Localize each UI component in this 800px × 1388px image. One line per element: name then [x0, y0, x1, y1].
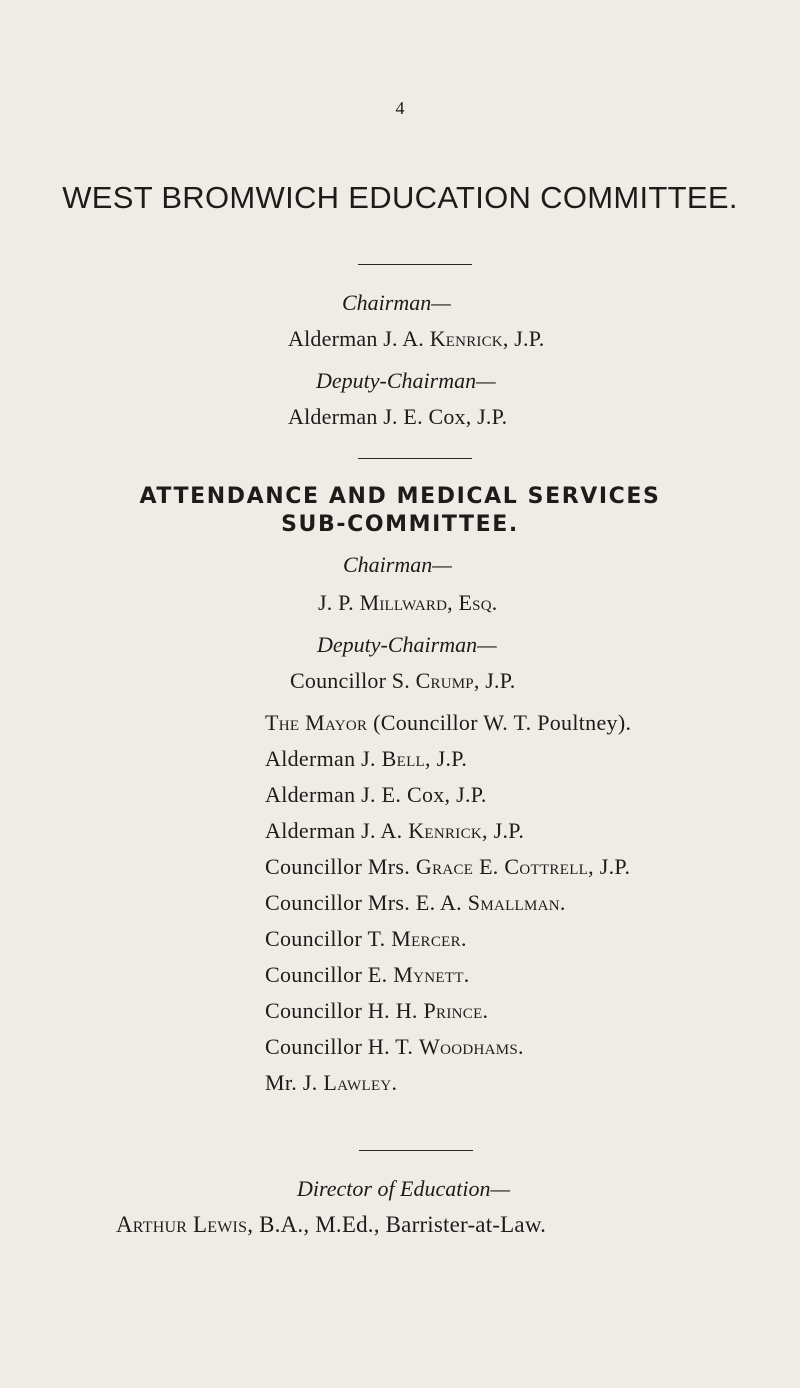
director-name	[116, 1212, 546, 1238]
member-suffix: , J.P.	[588, 854, 631, 879]
director-label: Director of Education—	[297, 1176, 511, 1201]
member-name: Woodhams	[419, 1034, 519, 1059]
member-prefix: Alderman J.	[265, 746, 376, 771]
subcommittee-deputy-suffix: , J.P.	[473, 668, 516, 693]
member-suffix: .	[559, 890, 566, 915]
member-row	[265, 854, 630, 880]
member-name: Lawley	[323, 1070, 392, 1095]
member-suffix: .	[460, 926, 467, 951]
member-name: Bell	[381, 746, 426, 771]
member-row	[265, 1034, 524, 1060]
member-prefix: Alderman J. E. Cox, J.P.	[265, 782, 487, 807]
divider-1	[358, 264, 472, 265]
chairman-prefix: Alderman J. A.	[288, 326, 425, 351]
member-name: Kenrick	[408, 818, 483, 843]
subcommittee-chairman-surname: Millward	[359, 590, 448, 615]
deputy-chairman-label: Deputy-Chairman—	[316, 368, 496, 393]
member-prefix: Councillor H. H.	[265, 998, 418, 1023]
page-number: 4	[395, 98, 405, 118]
member-name: The Mayor	[265, 710, 368, 735]
subcommittee-title-line1: ATTENDANCE AND MEDICAL SERVICES	[139, 484, 661, 509]
member-row	[265, 710, 631, 736]
chairman-surname: Kenrick	[429, 326, 503, 351]
subcommittee-chairman-title: Esq.	[458, 590, 498, 615]
member-name: Grace E. Cottrell	[415, 854, 589, 879]
deputy-chairman-name: Alderman J. E. Cox, J.P.	[288, 404, 508, 429]
committee-title: WEST BROMWICH EDUCATION COMMITTEE.	[62, 180, 738, 215]
divider-3	[359, 1150, 473, 1151]
member-name: Smallman	[467, 890, 560, 915]
chairman-name	[288, 326, 544, 352]
member-prefix: Mr. J.	[265, 1070, 318, 1095]
member-row	[265, 962, 470, 988]
member-row	[265, 818, 524, 844]
member-prefix: Councillor Mrs.	[265, 854, 411, 879]
director-credentials: , B.A., M.Ed., Barrister-at-Law.	[247, 1212, 547, 1237]
member-row	[265, 746, 467, 772]
member-name: Mynett	[393, 962, 464, 987]
member-row	[265, 782, 487, 808]
member-suffix: , J.P.	[425, 746, 468, 771]
subcommittee-deputy-surname: Crump	[415, 668, 474, 693]
subcommittee-deputy-label: Deputy-Chairman—	[317, 632, 497, 657]
member-suffix: .	[463, 962, 470, 987]
member-suffix: .	[482, 998, 489, 1023]
member-suffix: , J.P.	[482, 818, 525, 843]
subcommittee-chairman-name	[318, 590, 497, 616]
chairman-suffix: , J.P.	[502, 326, 545, 351]
director-full-name: Arthur Lewis	[116, 1212, 248, 1237]
divider-2	[358, 458, 472, 459]
subcommittee-chairman-prefix: J. P.	[318, 590, 354, 615]
member-row	[265, 926, 467, 952]
member-row	[265, 890, 566, 916]
subcommittee-deputy-prefix: Councillor S.	[290, 668, 410, 693]
member-suffix: .	[518, 1034, 524, 1059]
member-prefix: Councillor Mrs. E. A.	[265, 890, 462, 915]
subcommittee-deputy-name	[290, 668, 515, 694]
member-row	[265, 998, 488, 1024]
member-prefix: Councillor T.	[265, 926, 386, 951]
member-prefix: Councillor E.	[265, 962, 388, 987]
member-name: Prince	[423, 998, 483, 1023]
subcommittee-title-line2: SUB-COMMITTEE.	[281, 512, 519, 537]
member-suffix: .	[391, 1070, 398, 1095]
chairman-label: Chairman—	[342, 290, 451, 315]
subcommittee-chairman-label: Chairman—	[343, 552, 452, 577]
subcommittee-chairman-suffix: ,	[447, 590, 453, 615]
member-row	[265, 1070, 397, 1096]
member-prefix: Councillor H. T.	[265, 1034, 414, 1059]
member-suffix: (Councillor W. T. Poultney).	[367, 710, 632, 735]
member-name: Mercer	[391, 926, 461, 951]
member-prefix: Alderman J. A.	[265, 818, 403, 843]
